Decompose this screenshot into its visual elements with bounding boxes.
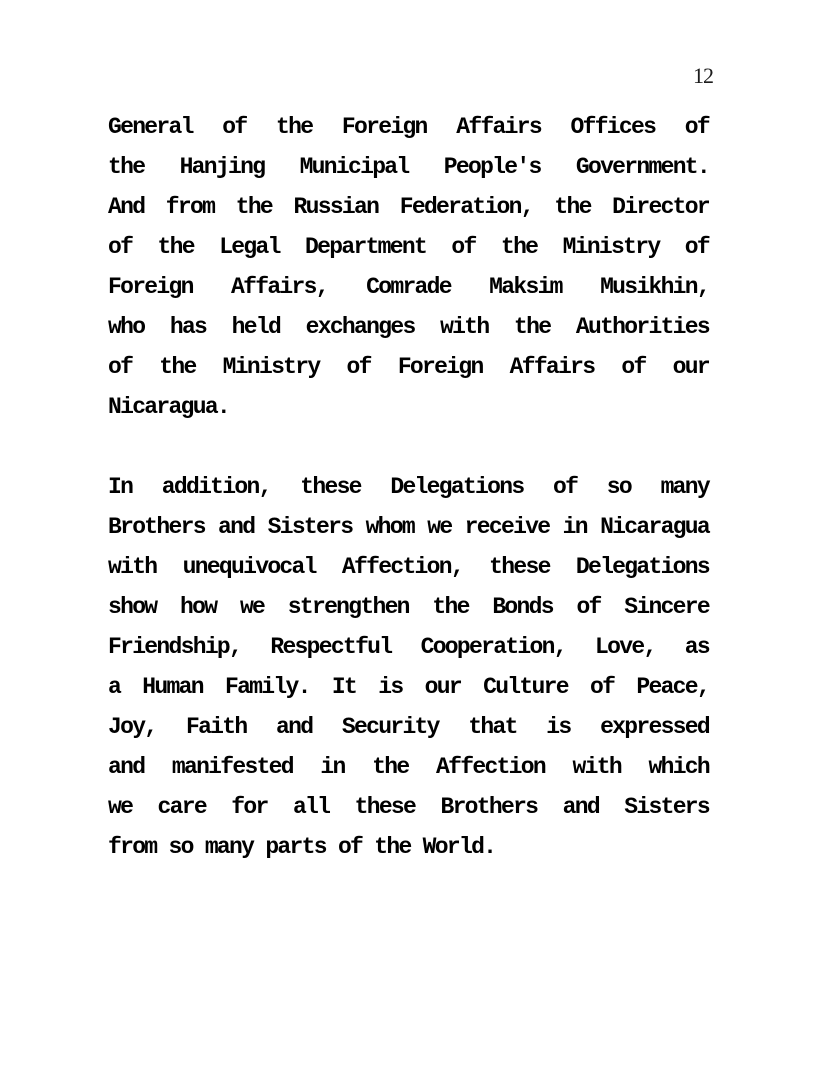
text-line: And from the Russian Federation, the Director [108,194,709,220]
text-line: General of the Foreign Affairs Offices of [108,114,709,140]
text-line: and manifested in the Affection with which [108,754,709,780]
paragraph [108,107,709,427]
text-line: the Hanjing Municipal People's Government. [108,154,709,180]
paragraph [108,467,709,867]
text-line: with unequivocal Affection, these Delegations [108,554,709,580]
text-line: Foreign Affairs, Comrade Maksim Musikhin, [108,274,709,300]
text-line: from so many parts of the World. [108,834,496,860]
text-line: Friendship, Respectful Cooperation, Love, as [108,634,709,660]
text-line: of the Ministry of Foreign Affairs of our [108,354,709,380]
page-number: 12 [693,63,713,88]
text-line: we care for all these Brothers and Sisters [108,794,709,820]
text-line: Brothers and Sisters whom we receive in Nicaragua [108,514,709,540]
text-line: who has held exchanges with the Authorities [108,314,709,340]
text-line: show how we strengthen the Bonds of Sincere [108,594,709,620]
text-line: Nicaragua. [108,394,230,420]
text-line: In addition, these Delegations of so many [108,474,709,500]
text-line: Joy, Faith and Security that is expressed [108,714,709,740]
text-line: of the Legal Department of the Ministry of [108,234,709,260]
text-line: a Human Family. It is our Culture of Peace, [108,674,709,700]
document-body [108,107,709,907]
